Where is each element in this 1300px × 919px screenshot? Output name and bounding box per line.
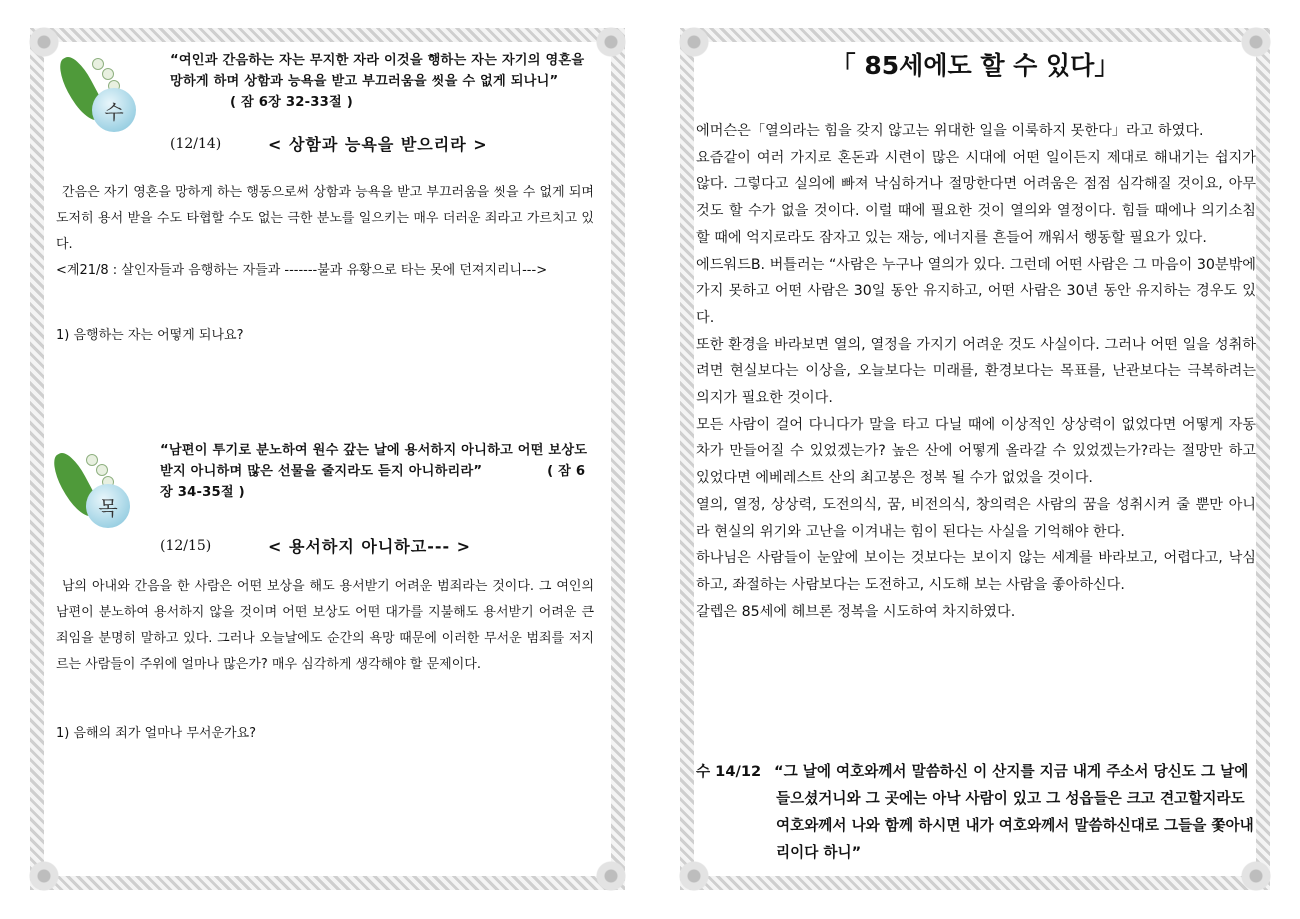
lily-icon [62, 50, 152, 140]
day-badge: 목 [86, 484, 130, 528]
section-heading: < 용서하지 아니하고--- > [268, 537, 472, 556]
scripture-quote: “여인과 간음하는 자는 무지한 자라 이것을 행하는 자는 자기의 영혼을 망하게 하며 상함과 능욕을 받고 부끄러움을 씻을 수 없게 되나니” ( 잠 6장 32-33절 ) [170, 53, 585, 110]
essay-paragraph: 에머슨은「열의라는 힘을 갖지 않고는 위대한 일을 이룩하지 못한다」라고 하였다. [696, 123, 1204, 139]
entry-date: (12/14) [170, 136, 222, 152]
page-title: 「 85세에도 할 수 있다」 [830, 51, 1120, 80]
right-page [680, 28, 1270, 890]
study-question: 1) 음행하는 자는 어떻게 되나요? [56, 328, 244, 343]
scripture-reference: ( 잠 6장 32-33절 ) [230, 95, 353, 110]
section-heading: < 상함과 능욕을 받으리라 > [268, 135, 488, 154]
lily-icon [56, 446, 146, 536]
essay-paragraph: 열의, 열정, 상상력, 도전의식, 꿈, 비전의식, 창의력은 사람의 꿈을 성취시켜 줄 뿐만 아니라 현실의 위기와 고난을 이겨내는 힘이 된다는 사실을 기억해야 한다. [696, 496, 1256, 540]
body-paragraph: 간음은 자기 영혼을 망하게 하는 행동으로써 상함과 능욕을 받고 부끄러움을 씻을 수 없게 되며 도저히 용서 받을 수도 타협할 수도 없는 극한 분노를 일으키는 매우 더러운 죄라고 가르치고 있다. <계21/8 : 살인자들과 음행하는 자들과 -------불과 유황으로 타는 못에 던져지리니---> [56, 180, 594, 284]
essay-paragraph: 모든 사람이 걸어 다니다가 말을 타고 다닐 때에 이상적인 상상력이 없었다면 어떻게 자동차가 만들어질 수 있었겠는가? 높은 산에 어떻게 올라갈 수 있었겠는가?라는 절망만 하고 있었다면 에베레스트 산의 최고봉은 정복 될 수가 없었을 것이다. [696, 416, 1256, 487]
essay-paragraph: 에드워드B. 버틀러는 “사람은 누구나 열의가 있다. 그런데 어떤 사람은 그 마음이 30분밖에 가지 못하고 어떤 사람은 30일 동안 유지하고, 어떤 사람은 30년 동안 유지하는 경우도 있다. [696, 256, 1256, 326]
essay-paragraph: 또한 환경을 바라보면 열의, 열정을 가지기 어려운 것도 사실이다. 그러나 어떤 일을 성취하려면 현실보다는 이상을, 오늘보다는 미래를, 환경보다는 목표를, 난관보다는 극복하려는 의지가 필요한 것이다. [696, 336, 1256, 407]
left-page [30, 28, 625, 890]
body-paragraph: 남의 아내와 간음을 한 사람은 어떤 보상을 해도 용서받기 어려운 범죄라는 것이다. 그 여인의 남편이 분노하여 용서하지 않을 것이며 어떤 보상도 어떤 대가를 지불해도 용서받기 어려운 큰 죄임을 분명히 말하고 있다. 그러나 오늘날에도 순간의 욕망 때문에 이러한 무서운 범죄를 저지르는 사람들이 주위에 얼마나 많은가? 매우 심각하게 생각해야 할 문제이다. [56, 579, 594, 672]
day-badge: 수 [92, 88, 136, 132]
verse-text: “그 날에 여호와께서 말씀하신 이 산지를 지금 내게 주소서 당신도 그 날에 들으셨거니와 그 곳에는 아낙 사람이 있고 그 성읍들은 크고 견고할지라도 여호와께서 나와 함께 하시면 내가 여호와께서 말씀하신대로 그들을 쫓아내리이다 하니” [774, 763, 1254, 861]
verse-reference: 수 14/12 [696, 763, 762, 780]
essay-body [696, 118, 1256, 625]
essay-paragraph: 하나님은 사람들이 눈앞에 보이는 것보다는 보이지 않는 세계를 바라보고, 어렵다고, 낙심하고, 좌절하는 사람보다는 도전하고, 시도해 보는 사람을 좋아하신다. [696, 550, 1256, 593]
closing-verse [696, 758, 1258, 866]
scripture-reference: ( 잠 6장 34-35절 ) [160, 464, 586, 500]
entry-date: (12/15) [160, 538, 212, 554]
scripture-quote: “남편이 투기로 분노하여 원수 갚는 날에 용서하지 아니하고 어떤 보상도 받지 아니하며 많은 선물을 줄지라도 듣지 아니하리라” ( 잠 6장 34-35절 ) [160, 443, 588, 500]
essay-paragraph: 갈렙은 85세에 헤브론 정복을 시도하여 차지하였다. [696, 603, 1016, 620]
cross-reference: <계21/8 : 살인자들과 음행하는 자들과 -------불과 유황으로 타는 못에 던져지리니---> [56, 263, 548, 278]
study-question: 1) 음해의 죄가 얼마나 무서운가요? [56, 726, 257, 741]
essay-paragraph: 요즘같이 여러 가지로 혼돈과 시련이 많은 시대에 어떤 일이든지 제대로 해내기는 쉽지가 않다. 그렇다고 실의에 빠져 낙심하거나 절망한다면 어려움은 점점 심각해질 것이요, 아무것도 할 수가 없을 것이다. 이럴 때에 필요한 것이 열의와 열정이다. 힘들 때에나 의기소침할 때에 억지로라도 잠자고 있는 재능, 에너지를 흔들어 깨워서 행동할 필요가 있다. [696, 149, 1256, 246]
